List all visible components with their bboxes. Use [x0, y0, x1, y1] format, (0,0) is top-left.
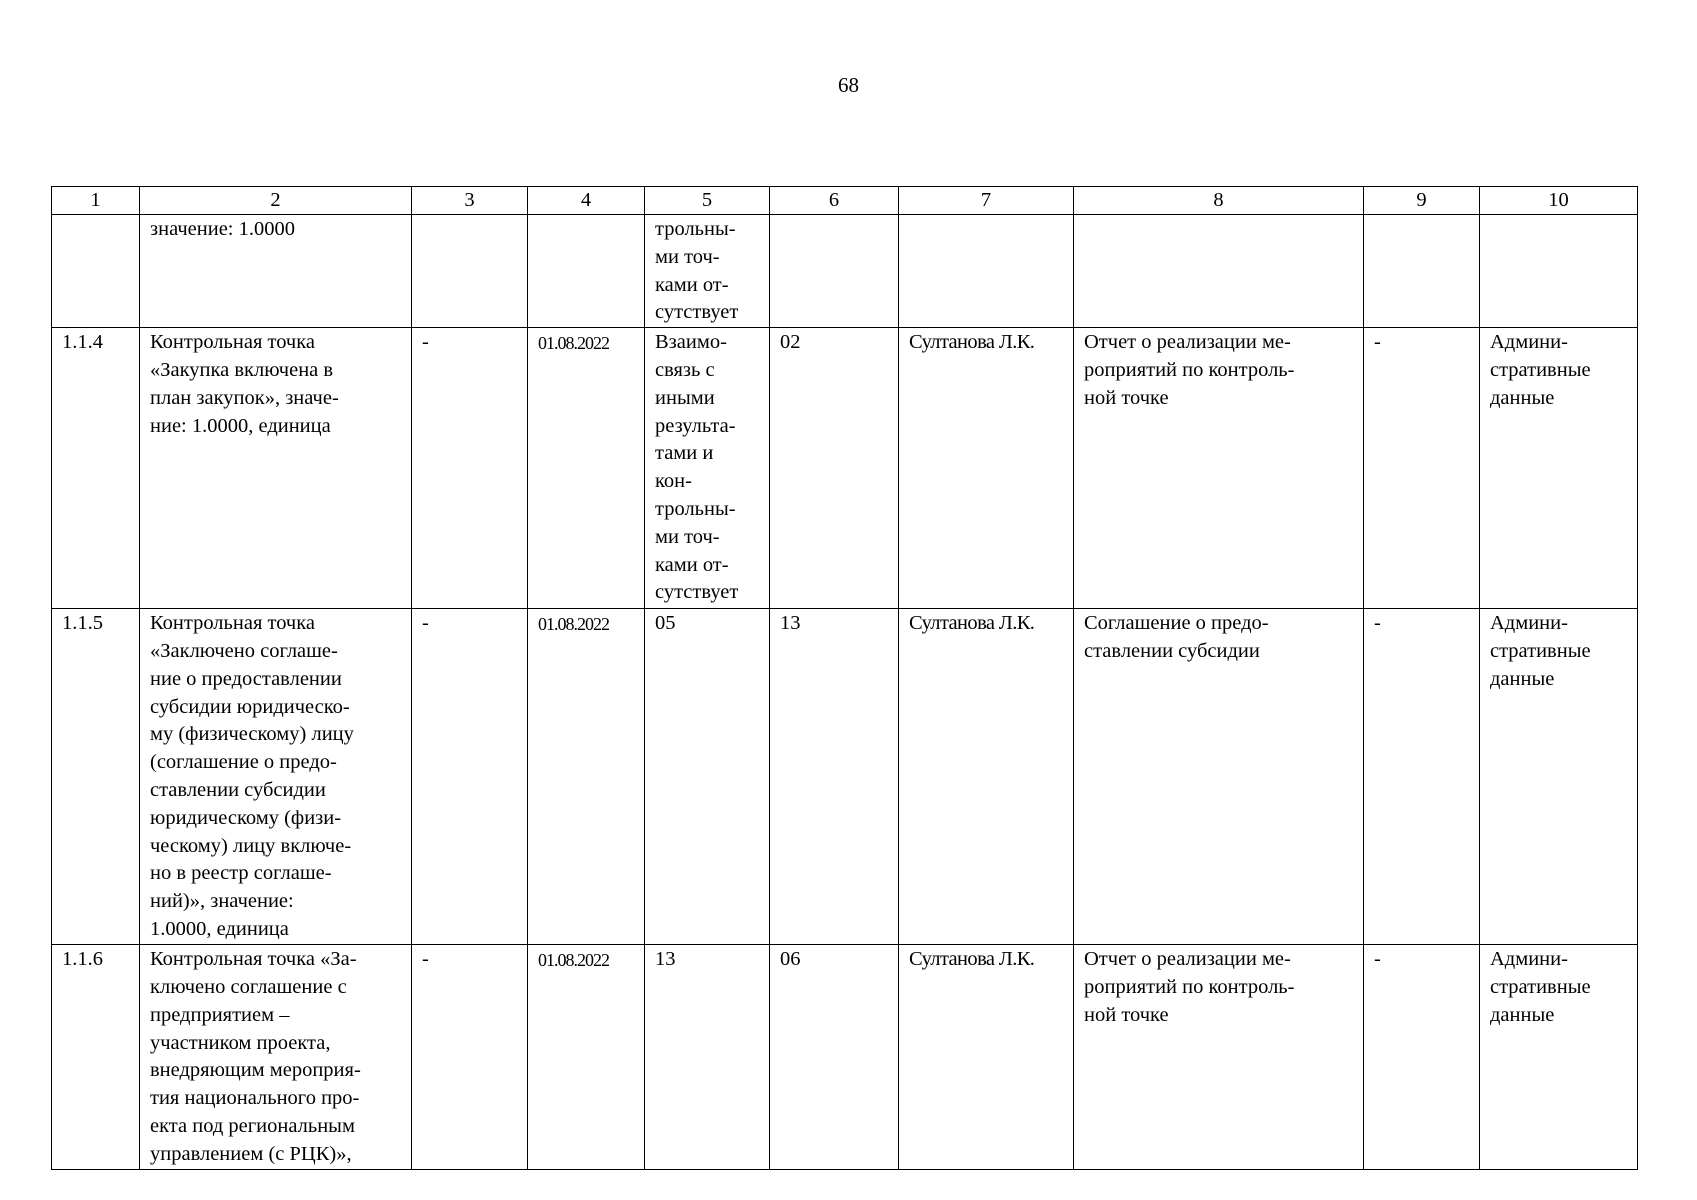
col9-cell: - — [1364, 945, 1480, 1169]
description-cell — [140, 328, 412, 609]
cell-line: стративные — [1490, 358, 1591, 381]
document-cell — [1074, 328, 1364, 609]
date-cell — [528, 215, 645, 328]
date-cell: 01.08.2022 — [528, 609, 645, 945]
cell-line: ключено соглашение с — [150, 975, 347, 998]
cell-line: Отчет о реализации ме- — [1084, 948, 1291, 971]
cell-line: кон- — [655, 470, 692, 493]
cell-line: роприятий по контроль- — [1084, 975, 1295, 998]
description-cell — [140, 609, 412, 945]
document-cell — [1074, 609, 1364, 945]
source-cell — [1480, 215, 1638, 328]
cell-line: ми точ- — [655, 525, 720, 548]
col3-cell — [412, 215, 528, 328]
cell-line: Админи- — [1490, 948, 1568, 971]
cell-line: связь с — [655, 358, 715, 381]
document-cell — [1074, 215, 1364, 328]
responsible-cell: Султанова Л.К. — [899, 945, 1074, 1169]
cell-line: участником проекта, — [150, 1031, 331, 1054]
cell-line: 1.0000, единица — [150, 917, 289, 940]
cell-line: внедряющим мероприя- — [150, 1059, 361, 1082]
cell-line: ставлении субсидии — [1084, 639, 1260, 662]
cell-line: тия национального про- — [150, 1087, 360, 1110]
cell-line: ставлении субсидии — [150, 778, 326, 801]
col5-cell — [645, 328, 770, 609]
cell-line: Контрольная точка «За- — [150, 948, 357, 971]
cell-line: управлением (с РЦК)», — [150, 1142, 352, 1165]
column-header: 1 — [52, 187, 140, 215]
cell-line: стративные — [1490, 639, 1591, 662]
document-table — [51, 186, 1638, 1170]
column-header: 10 — [1480, 187, 1638, 215]
column-header: 9 — [1364, 187, 1480, 215]
source-cell — [1480, 945, 1638, 1169]
col3-cell: - — [412, 945, 528, 1169]
cell-line: план закупок», значе- — [150, 386, 339, 409]
cell-line: предприятием – — [150, 1003, 290, 1026]
cell-line: ками от- — [655, 553, 729, 576]
cell-line: результа- — [655, 414, 736, 437]
table-row — [52, 945, 1638, 1169]
column-header: 3 — [412, 187, 528, 215]
responsible-cell — [899, 215, 1074, 328]
cell-line: екта под региональным — [150, 1114, 355, 1137]
column-header: 7 — [899, 187, 1074, 215]
col3-cell: - — [412, 328, 528, 609]
column-header: 5 — [645, 187, 770, 215]
date-cell: 01.08.2022 — [528, 328, 645, 609]
table-row — [52, 609, 1638, 945]
table-body — [52, 215, 1638, 1170]
cell-line: Взаимо- — [655, 331, 727, 354]
cell-line: Админи- — [1490, 612, 1568, 635]
col5-cell — [645, 945, 770, 1169]
cell-line: «Закупка включена в — [150, 358, 334, 381]
col5-cell — [645, 609, 770, 945]
row-number-cell: 1.1.4 — [52, 328, 140, 609]
description-cell — [140, 945, 412, 1169]
cell-line: Соглашение о предо- — [1084, 612, 1269, 635]
column-header: 6 — [770, 187, 899, 215]
cell-line: Контрольная точка — [150, 331, 315, 354]
col9-cell: - — [1364, 609, 1480, 945]
col9-cell: - — [1364, 328, 1480, 609]
col3-cell: - — [412, 609, 528, 945]
cell-line: трольны- — [655, 218, 736, 240]
row-number-cell: 1.1.6 — [52, 945, 140, 1169]
cell-line: 13 — [655, 948, 676, 971]
cell-line: юридическому (физи- — [150, 806, 342, 829]
cell-line: субсидии юридическо- — [150, 695, 350, 718]
column-header: 2 — [140, 187, 412, 215]
cell-line: ние: 1.0000, единица — [150, 414, 331, 437]
cell-line: тами и — [655, 442, 714, 465]
cell-line: Контрольная точка — [150, 612, 315, 635]
cell-line: ние о предоставлении — [150, 667, 342, 690]
cell-line: трольны- — [655, 497, 736, 520]
col9-cell — [1364, 215, 1480, 328]
row-number-cell — [52, 215, 140, 328]
cell-line: ной точке — [1084, 1003, 1169, 1026]
cell-line: данные — [1490, 667, 1555, 690]
cell-line: Админи- — [1490, 331, 1568, 354]
cell-line: иными — [655, 386, 715, 409]
cell-line: (соглашение о предо- — [150, 751, 337, 774]
col6-cell: 02 — [770, 328, 899, 609]
table-header-row — [52, 187, 1638, 215]
cell-line: данные — [1490, 1003, 1555, 1026]
cell-line: ческому) лицу включе- — [150, 834, 352, 857]
cell-line: но в реестр соглаше- — [150, 862, 332, 885]
page-number: 68 — [838, 73, 859, 97]
col6-cell: 13 — [770, 609, 899, 945]
cell-line: роприятий по контроль- — [1084, 358, 1295, 381]
row-number-cell: 1.1.5 — [52, 609, 140, 945]
responsible-cell: Султанова Л.К. — [899, 328, 1074, 609]
cell-line: му (физическому) лицу — [150, 723, 354, 746]
cell-line: ний)», значение: — [150, 890, 294, 913]
column-header: 8 — [1074, 187, 1364, 215]
col6-cell: 06 — [770, 945, 899, 1169]
responsible-cell: Султанова Л.К. — [899, 609, 1074, 945]
cell-line: ми точ- — [655, 245, 720, 268]
source-cell — [1480, 609, 1638, 945]
col5-cell — [645, 215, 770, 328]
table-row — [52, 215, 1638, 328]
cell-line: ной точке — [1084, 386, 1169, 409]
col6-cell — [770, 215, 899, 328]
cell-line: стративные — [1490, 975, 1591, 998]
table-row — [52, 328, 1638, 609]
date-cell: 01.08.2022 — [528, 945, 645, 1169]
column-header: 4 — [528, 187, 645, 215]
cell-line: 05 — [655, 612, 676, 635]
cell-line: Отчет о реализации ме- — [1084, 331, 1291, 354]
cell-line: значение: 1.0000 — [150, 218, 295, 240]
cell-line: сутствует — [655, 301, 739, 324]
source-cell — [1480, 328, 1638, 609]
cell-line: «Заключено соглаше- — [150, 639, 338, 662]
document-cell — [1074, 945, 1364, 1169]
cell-line: ками от- — [655, 273, 729, 296]
description-cell — [140, 215, 412, 328]
cell-line: данные — [1490, 386, 1555, 409]
cell-line: сутствует — [655, 581, 739, 604]
